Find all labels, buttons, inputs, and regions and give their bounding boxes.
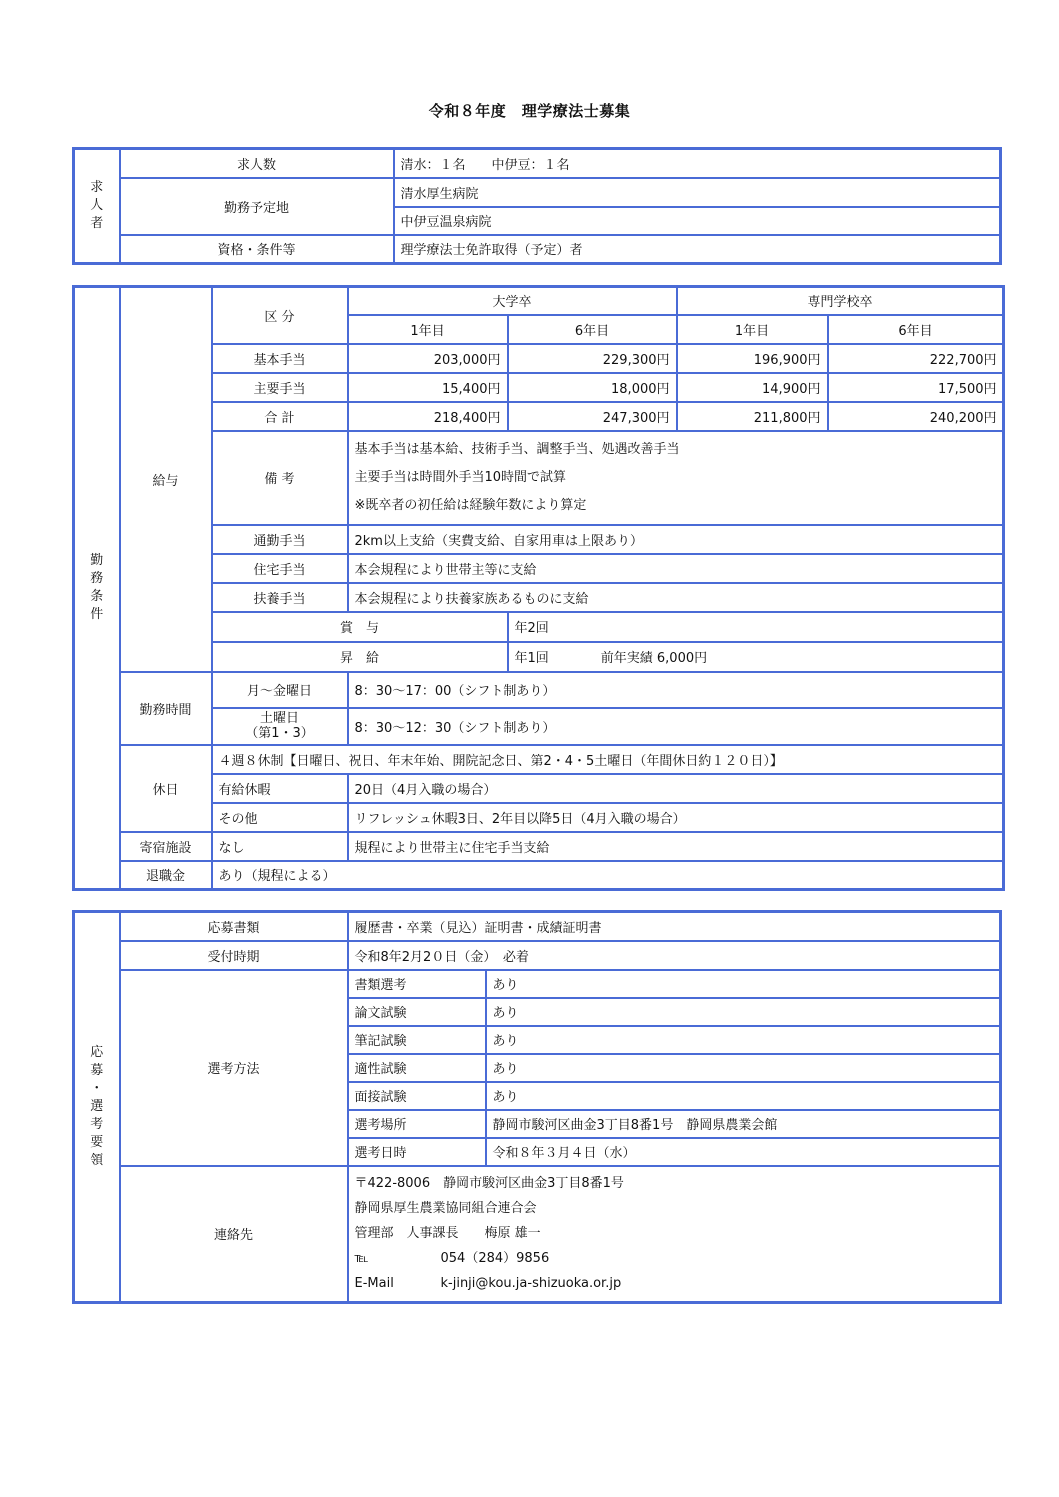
commute-allowance-value: 2km以上支給（実費支給、自家用車は上限あり）: [348, 525, 1004, 554]
selection-item-value: あり: [486, 1082, 1001, 1110]
contact-info: [348, 1166, 1001, 1303]
bonus-label: 賞 与: [212, 612, 508, 642]
tel-label: ℡: [354, 1251, 369, 1267]
pay-cell: 218,400円: [348, 402, 508, 431]
selection-item-value: あり: [486, 1026, 1001, 1054]
selection-item-label: 筆記試験: [348, 1026, 486, 1054]
retirement-label: 退職金: [120, 861, 212, 890]
table-row: [74, 344, 1004, 373]
housing-allowance-label: 住宅手当: [212, 554, 348, 583]
bonus-value: 年2回: [508, 612, 1004, 642]
other-leave-label: その他: [212, 803, 348, 832]
dormitory-note: 規程により世帯主に住宅手当支給: [348, 832, 1004, 861]
other-leave-value: リフレッシュ休暇3日、2年目以降5日（4月入職の場合）: [348, 803, 1004, 832]
pay-cell: 15,400円: [348, 373, 508, 402]
pay-row-label: 基本手当: [212, 344, 348, 373]
conditions-side-label: 勤 務 条 件: [74, 287, 120, 890]
family-allowance-value: 本会規程により扶養家族あるものに支給: [348, 583, 1004, 612]
selection-item-label: 選考場所: [348, 1110, 486, 1138]
selection-item-label: 適性試験: [348, 1054, 486, 1082]
table-row: [74, 373, 1004, 402]
salary-label: 給与: [120, 287, 212, 672]
paid-leave-label: 有給休暇: [212, 774, 348, 803]
year-header: 6年目: [508, 315, 677, 344]
selection-item-label: 選考日時: [348, 1138, 486, 1166]
tel-number: 054（284）9856: [440, 1251, 550, 1267]
deadline-label: 受付時期: [120, 941, 348, 970]
contact-person: 管理部 人事課長 梅原 雄一: [354, 1226, 541, 1242]
remarks-value: 基本手当は基本給、技術手当、調整手当、処遇改善手当 主要手当は時間外手当10時間で試算 ※既卒者の初任給は経験年数により算定: [348, 431, 1004, 525]
application-table: [72, 910, 1002, 1304]
university-header: 大学卒: [348, 287, 677, 315]
qualification-value: 理学療法士免許取得（予定）者: [394, 235, 1001, 264]
selection-item-value: あり: [486, 998, 1001, 1026]
pay-cell: 222,700円: [828, 344, 1004, 373]
pay-row-label: 主要手当: [212, 373, 348, 402]
recruitment-table: [72, 147, 1002, 265]
openings-label: 求人数: [120, 149, 394, 178]
selection-item-label: 論文試験: [348, 998, 486, 1026]
year-header: 1年目: [677, 315, 828, 344]
weekday-hours: 8：30～17：00（シフト制あり）: [348, 672, 1004, 708]
email-label: E-Mail: [354, 1276, 394, 1292]
dormitory-value: なし: [212, 832, 348, 861]
holidays-value: ４週８休制【日曜日、祝日、年末年始、開院記念日、第2・4・5土曜日（年間休日約１２０日）】: [212, 745, 1004, 774]
workplace-label: 勤務予定地: [120, 178, 394, 235]
documents-value: 履歴書・卒業（見込）証明書・成績証明書: [348, 912, 1001, 941]
retirement-value: あり（規程による）: [212, 861, 1004, 890]
conditions-table: [72, 285, 1005, 891]
pay-cell: 240,200円: [828, 402, 1004, 431]
pay-row-label: 合 計: [212, 402, 348, 431]
commute-allowance-label: 通勤手当: [212, 525, 348, 554]
remarks-label: 備 考: [212, 431, 348, 525]
pay-cell: 247,300円: [508, 402, 677, 431]
pay-cell: 14,900円: [677, 373, 828, 402]
pay-cell: 196,900円: [677, 344, 828, 373]
category-label: 区 分: [212, 287, 348, 344]
dormitory-label: 寄宿施設: [120, 832, 212, 861]
page-title: 令和８年度 理学療法士募集: [428, 102, 631, 120]
raise-label: 昇 給: [212, 642, 508, 672]
selection-item-value: あり: [486, 1054, 1001, 1082]
application-side-label: 応 募 ・ 選 考 要 領: [74, 912, 120, 1303]
paid-leave-value: 20日（4月入職の場合）: [348, 774, 1004, 803]
deadline-value: 令和8年2月2０日（金） 必着: [348, 941, 1001, 970]
selection-item-label: 書類選考: [348, 970, 486, 998]
selection-item-value: あり: [486, 970, 1001, 998]
saturday-hours: 8：30～12：30（シフト制あり）: [348, 708, 1004, 745]
openings-value: 清水：１名 中伊豆：１名: [394, 149, 1001, 178]
work-hours-label: 勤務時間: [120, 672, 212, 745]
pay-cell: 18,000円: [508, 373, 677, 402]
selection-method-label: 選考方法: [120, 970, 348, 1166]
email-address[interactable]: k-jinji@kou.ja-shizuoka.or.jp: [440, 1276, 622, 1292]
vocational-header: 専門学校卒: [677, 287, 1004, 315]
weekday-label: 月～金曜日: [212, 672, 348, 708]
pay-cell: 17,500円: [828, 373, 1004, 402]
family-allowance-label: 扶養手当: [212, 583, 348, 612]
documents-label: 応募書類: [120, 912, 348, 941]
selection-item-value: 令和８年３月４日（水）: [486, 1138, 1001, 1166]
raise-value: 年1回 前年実績 6,000円: [508, 642, 1004, 672]
holidays-label: 休日: [120, 745, 212, 832]
pay-cell: 229,300円: [508, 344, 677, 373]
year-header: 6年目: [828, 315, 1004, 344]
workplace-value: 清水厚生病院: [394, 178, 1001, 207]
pay-cell: 211,800円: [677, 402, 828, 431]
contact-address: 〒422-8006 静岡市駿河区曲金3丁目8番1号: [354, 1176, 624, 1192]
recruiter-side-label: 求 人 者: [74, 149, 120, 264]
year-header: 1年目: [348, 315, 508, 344]
contact-organization: 静岡県厚生農業協同組合連合会: [354, 1201, 537, 1217]
pay-cell: 203,000円: [348, 344, 508, 373]
table-row: [74, 402, 1004, 431]
selection-item-label: 面接試験: [348, 1082, 486, 1110]
saturday-label: 土曜日 （第1・3）: [212, 708, 348, 745]
selection-item-value: 静岡市駿河区曲金3丁目8番1号 静岡県農業会館: [486, 1110, 1001, 1138]
qualification-label: 資格・条件等: [120, 235, 394, 264]
housing-allowance-value: 本会規程により世帯主等に支給: [348, 554, 1004, 583]
workplace-value: 中伊豆温泉病院: [394, 207, 1001, 235]
contact-label: 連絡先: [120, 1166, 348, 1303]
